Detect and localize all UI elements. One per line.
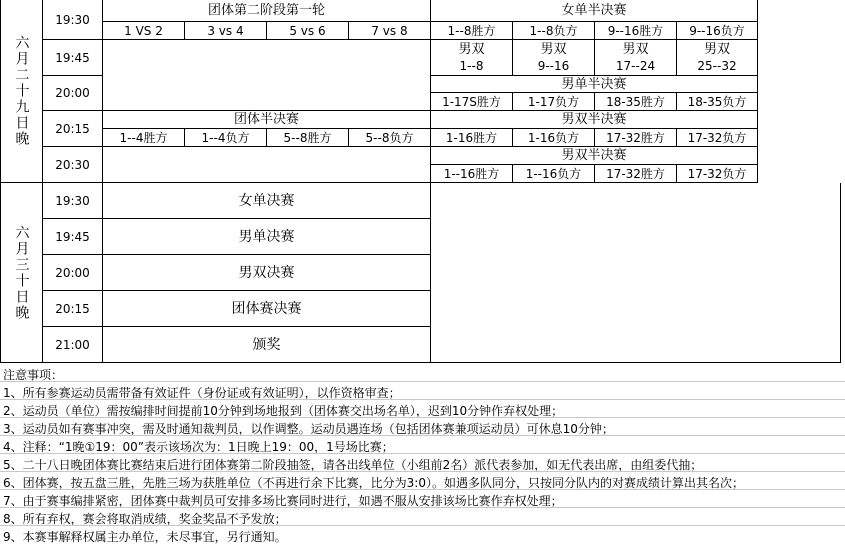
notes-divider: [0, 525, 845, 526]
day1-time-4: 20:15: [43, 111, 103, 147]
team-round2-match-4: 7 vs 8: [349, 22, 431, 40]
team-round2-match-2: 3 vs 4: [185, 22, 267, 40]
day2-event-3: 男双决赛: [103, 255, 431, 291]
notes-item-5: 5、二十八日晚团体赛比赛结束后进行团体赛第二阶段抽签，请各出线单位（小组前2名）派代表参加，如无代表出席，由组委代抽；: [3, 458, 703, 472]
women-singles-semi-match-3: 9--16胜方: [595, 22, 677, 40]
team-semi-match-2: 1--4负方: [185, 129, 267, 147]
day2-empty-right: [431, 183, 841, 363]
notes-divider: [0, 417, 845, 418]
day2-label: 六月三十日晚: [0, 183, 43, 363]
men-doubles-semi-a-match-2: 1-16负方: [513, 129, 595, 147]
men-doubles-cell-1: [431, 40, 513, 76]
day2-event-2: 男单决赛: [103, 219, 431, 255]
men-singles-semi-match-1: 1-17S胜方: [431, 93, 513, 111]
day2-time-3: 20:00: [43, 255, 103, 291]
day2-time-1: 19:30: [43, 183, 103, 219]
day1-time-1: 19:30: [43, 0, 103, 40]
women-singles-semi-match-1: 1--8胜方: [431, 22, 513, 40]
notes-title: 注意事项：: [3, 368, 64, 382]
team-semi-match-4: 5--8负方: [349, 129, 431, 147]
notes-item-8: 8、所有弃权，赛会将取消成绩，奖金奖品不予发放；: [3, 512, 287, 526]
notes-divider: [0, 399, 845, 400]
men-doubles-semi-a-match-4: 17-32负方: [677, 129, 758, 147]
notes-divider: [0, 381, 845, 382]
notes-divider: [0, 489, 845, 490]
notes-item-6: 6、团体赛，按五盘三胜，先胜三场为获胜单位（不再进行余下比赛，比分为3:0）。如遇多队同分，只按同分队内的对赛成绩计算出其名次；: [3, 476, 744, 490]
team-semi-match-3: 5--8胜方: [267, 129, 349, 147]
men-doubles-title: 男双: [703, 42, 730, 57]
day2-time-2: 19:45: [43, 219, 103, 255]
team-semi-match-1: 1--4胜方: [103, 129, 185, 147]
team-round2-match-3: 5 vs 6: [267, 22, 349, 40]
notes-item-3: 3、运动员如有赛事冲突，需及时通知裁判员，以作调整。运动员遇连场（包括团体赛兼项运动员）可休息10分钟；: [3, 422, 614, 436]
notes-item-2: 2、运动员（单位）需按编排时间提前10分钟到场地报到（团体赛交出场名单），迟到10分钟作弃权处理；: [3, 404, 564, 418]
day1-empty-left-2: [103, 147, 431, 183]
team-round2-match-1: 1 VS 2: [103, 22, 185, 40]
day1-time-2: 19:45: [43, 40, 103, 76]
day2-time-4: 20:15: [43, 291, 103, 327]
day1-label: 六月二十九日晚: [0, 0, 43, 183]
day2-event-1: 女单决赛: [103, 183, 431, 219]
women-singles-semi-title: 女单半决赛: [431, 0, 758, 22]
men-doubles-semi-a-match-3: 17-32胜方: [595, 129, 677, 147]
men-singles-semi-match-3: 18-35胜方: [595, 93, 677, 111]
men-doubles-range: 1--8: [459, 59, 484, 73]
men-doubles-semi-a-title: 男双半决赛: [431, 111, 758, 129]
men-doubles-semi-b-match-1: 1--16胜方: [431, 165, 513, 183]
men-doubles-range: 25--32: [697, 59, 737, 73]
women-singles-semi-match-4: 9--16负方: [677, 22, 758, 40]
day1-time-5: 20:30: [43, 147, 103, 183]
men-doubles-title: 男双: [458, 42, 485, 57]
notes-divider: [0, 435, 845, 436]
notes-item-7: 7、由于赛事编排紧密，团体赛中裁判员可安排多场比赛同时进行，如遇不服从安排该场比赛作弃权处理；: [3, 494, 563, 508]
team-round2-title: 团体第二阶段第一轮: [103, 0, 431, 22]
men-singles-semi-match-4: 18-35负方: [677, 93, 758, 111]
notes-item-4: 4、注释：“1晚①19：00”表示该场次为：1日晚上19：00，1号场比赛；: [3, 440, 394, 454]
men-doubles-range: 17--24: [615, 59, 656, 73]
men-doubles-semi-b-title: 男双半决赛: [431, 147, 758, 165]
notes-divider: [0, 507, 845, 508]
men-doubles-cell-3: [595, 40, 677, 76]
men-doubles-semi-b-match-4: 17-32负方: [677, 165, 758, 183]
notes-item-9: 9、本赛事解释权属主办单位，未尽事宜，另行通知。: [3, 530, 287, 544]
men-doubles-cell-4: [677, 40, 758, 76]
notes-divider: [0, 471, 845, 472]
men-singles-semi-title: 男单半决赛: [431, 76, 758, 93]
women-singles-semi-match-2: 1--8负方: [513, 22, 595, 40]
notes-divider: [0, 453, 845, 454]
men-doubles-range: 9--16: [537, 59, 570, 73]
men-doubles-semi-b-match-3: 17-32胜方: [595, 165, 677, 183]
men-doubles-title: 男双: [540, 42, 567, 57]
day1-empty-left: [103, 40, 431, 111]
day1-time-3: 20:00: [43, 76, 103, 111]
day2-event-5: 颁奖: [103, 327, 431, 363]
day2-time-5: 21:00: [43, 327, 103, 363]
men-doubles-semi-b-match-2: 1--16负方: [513, 165, 595, 183]
day2-event-4: 团体赛决赛: [103, 291, 431, 327]
men-singles-semi-match-2: 1-17负方: [513, 93, 595, 111]
notes-item-1: 1、所有参赛运动员需带备有效证件（身份证或有效证明），以作资格审查；: [3, 386, 401, 400]
men-doubles-title: 男双: [622, 42, 649, 57]
men-doubles-cell-2: [513, 40, 595, 76]
team-semi-title: 团体半决赛: [103, 111, 431, 129]
men-doubles-semi-a-match-1: 1-16胜方: [431, 129, 513, 147]
